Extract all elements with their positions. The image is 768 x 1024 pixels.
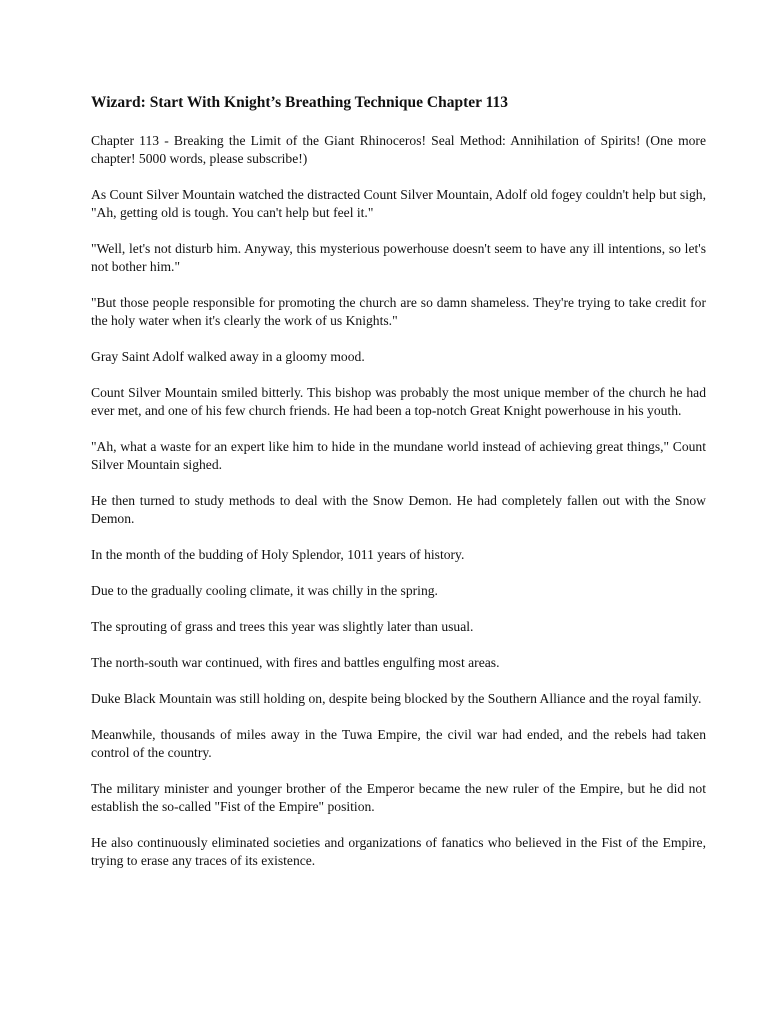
paragraph: "Well, let's not disturb him. Anyway, this mysterious powerhouse doesn't seem to have any ill intentions, so let's not bother him."	[91, 241, 706, 274]
paragraph: As Count Silver Mountain watched the distracted Count Silver Mountain, Adolf old fogey couldn't help but sigh, "Ah, getting old is tough. You can't help but feel it."	[91, 187, 706, 220]
paragraph: The sprouting of grass and trees this year was slightly later than usual.	[91, 619, 474, 634]
paragraph: Duke Black Mountain was still holding on, despite being blocked by the Southern Alliance and the royal family.	[91, 691, 702, 706]
paragraph: Chapter 113 - Breaking the Limit of the Giant Rhinoceros! Seal Method: Annihilation of Spirits! (One more chapter! 5000 words, please subscribe!)	[91, 133, 706, 166]
paragraph: Gray Saint Adolf walked away in a gloomy mood.	[91, 349, 365, 364]
paragraph: "Ah, what a waste for an expert like him to hide in the mundane world instead of achieving great things," Count Silver Mountain sighed.	[91, 439, 706, 472]
paragraph: Meanwhile, thousands of miles away in the Tuwa Empire, the civil war had ended, and the rebels had taken control of the country.	[91, 727, 706, 760]
paragraph: Due to the gradually cooling climate, it was chilly in the spring.	[91, 583, 438, 598]
paragraph: "But those people responsible for promoting the church are so damn shameless. They're trying to take credit for the holy water when it's clearly the work of us Knights."	[91, 295, 706, 328]
paragraph: He also continuously eliminated societies and organizations of fanatics who believed in the Fist of the Empire, trying to erase any traces of its existence.	[91, 835, 706, 868]
paragraph: The north-south war continued, with fires and battles engulfing most areas.	[91, 655, 500, 670]
chapter-title: Wizard: Start With Knight’s Breathing Technique Chapter 113	[91, 94, 508, 111]
paragraph: In the month of the budding of Holy Splendor, 1011 years of history.	[91, 547, 465, 562]
paragraph: The military minister and younger brother of the Emperor became the new ruler of the Empire, but he did not establish the so-called "Fist of the Empire" position.	[91, 781, 706, 814]
paragraph: He then turned to study methods to deal with the Snow Demon. He had completely fallen out with the Snow Demon.	[91, 493, 706, 526]
document-page	[91, 94, 706, 888]
paragraph: Count Silver Mountain smiled bitterly. This bishop was probably the most unique member of the church he had ever met, and one of his few church friends. He had been a top-notch Great Knight powerhouse in his youth.	[91, 385, 706, 418]
